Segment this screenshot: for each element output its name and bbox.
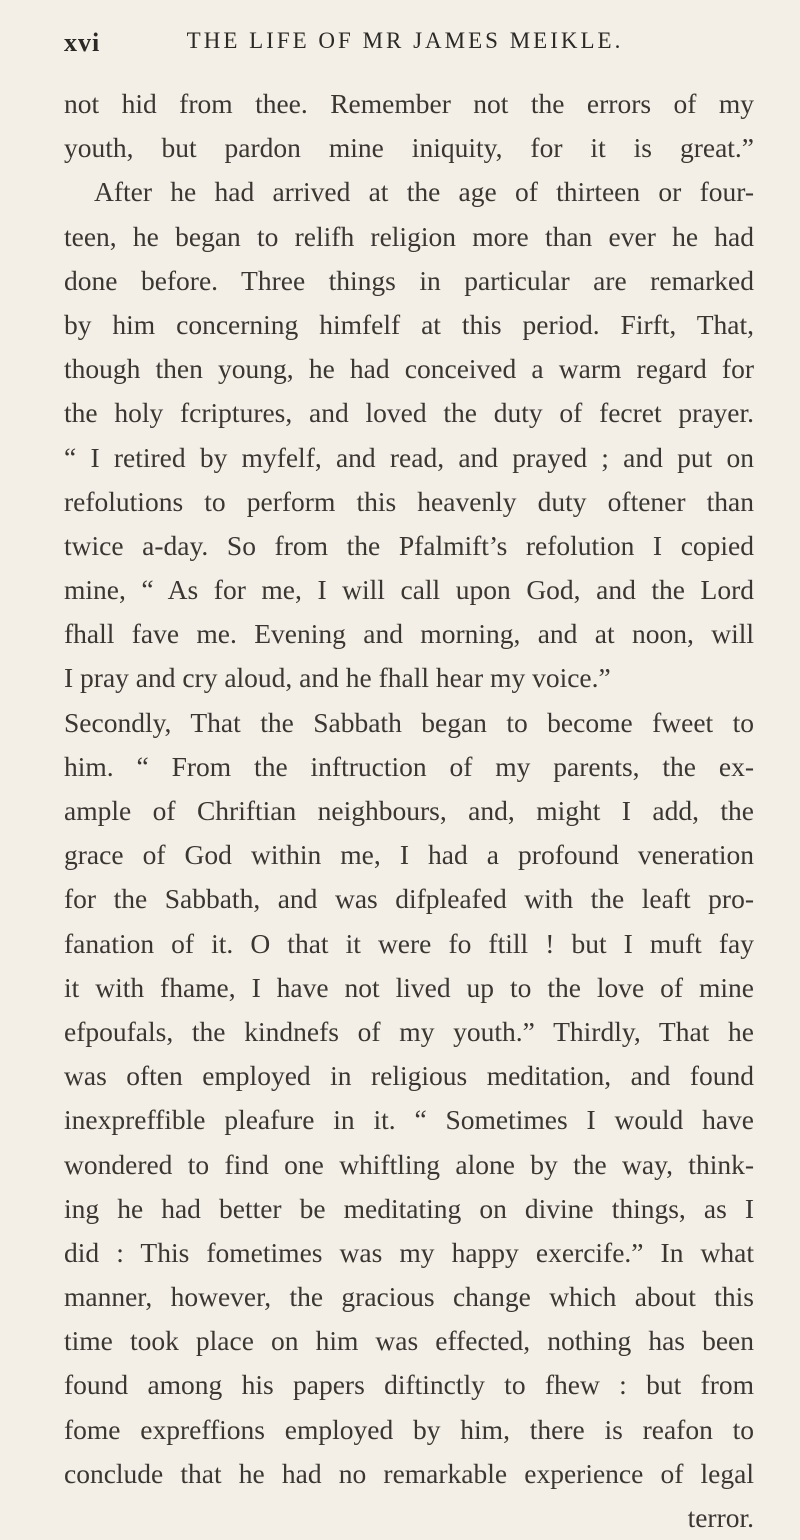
text-line: time took place on him was effected, nothing has been: [64, 1325, 754, 1357]
text-line: though then young, he had conceived a warm regard for: [64, 353, 754, 385]
text-line: done before. Three things in particular are remarked: [64, 264, 754, 296]
text-line: fhall fave me. Evening and morning, and at noon, will: [64, 618, 754, 650]
text-line: for the Sabbath, and was difpleafed with the leaft pro-: [64, 883, 754, 915]
text-line: by him concerning himfelf at this period. Firft, That,: [64, 308, 754, 340]
text-line: twice a-day. So from the Pfalmift’s refolution I copied: [64, 529, 754, 561]
text-line: wondered to find one whiftling alone by the way, think-: [64, 1148, 754, 1180]
text-line: fanation of it. O that it were fo ftill ! but I muft fay: [64, 927, 754, 959]
text-line: efpoufals, the kindnefs of my youth.” Thirdly, That he: [64, 1015, 754, 1047]
text-line: conclude that he had no remarkable experience of legal: [64, 1457, 754, 1489]
text-line: refolutions to perform this heavenly duty oftener than: [64, 485, 754, 517]
text-line: it with fhame, I have not lived up to the love of mine: [64, 971, 754, 1003]
text-line: him. “ From the inftruction of my parents, the ex-: [64, 750, 754, 782]
body-text: [64, 82, 754, 1540]
text-line: teen, he began to relifh religion more than ever he had: [64, 220, 754, 252]
text-line: manner, however, the gracious change which about this: [64, 1281, 754, 1313]
page-header: [60, 18, 750, 68]
text-line: youth, but pardon mine iniquity, for it is great.”: [64, 132, 754, 164]
page-number: xvi: [64, 28, 101, 57]
text-line: did : This fometimes was my happy exercife.” In what: [64, 1236, 754, 1268]
text-line: “ I retired by myfelf, and read, and prayed ; and put on: [64, 441, 754, 473]
text-line: fome expreffions employed by him, there is reafon to: [64, 1413, 754, 1445]
text-line: ing he had better be meditating on divine things, as I: [64, 1192, 754, 1224]
text-line: ample of Chriftian neighbours, and, might I add, the: [64, 795, 754, 826]
text-line: Secondly, That the Sabbath began to become fweet to: [64, 706, 754, 738]
text-line: found among his papers diftinctly to fhew : but from: [64, 1369, 754, 1401]
text-line: inexpreffible pleafure in it. “ Sometimes I would have: [64, 1104, 754, 1136]
text-line: grace of God within me, I had a profound veneration: [64, 839, 754, 871]
text-line: the holy fcriptures, and loved the duty of fecret prayer.: [64, 397, 754, 429]
text-line: was often employed in religious meditation, and found: [64, 1060, 754, 1092]
text-line: I pray and cry aloud, and he fhall hear my voice.”: [64, 662, 611, 694]
text-line: After he had arrived at the age of thirteen or four-: [94, 176, 754, 208]
catchword: terror.: [687, 1502, 754, 1533]
running-head: THE LIFE OF MR JAMES MEIKLE.: [186, 28, 624, 53]
text-line: mine, “ As for me, I will call upon God, and the Lord: [64, 574, 754, 606]
text-line: not hid from thee. Remember not the errors of my: [64, 88, 754, 119]
